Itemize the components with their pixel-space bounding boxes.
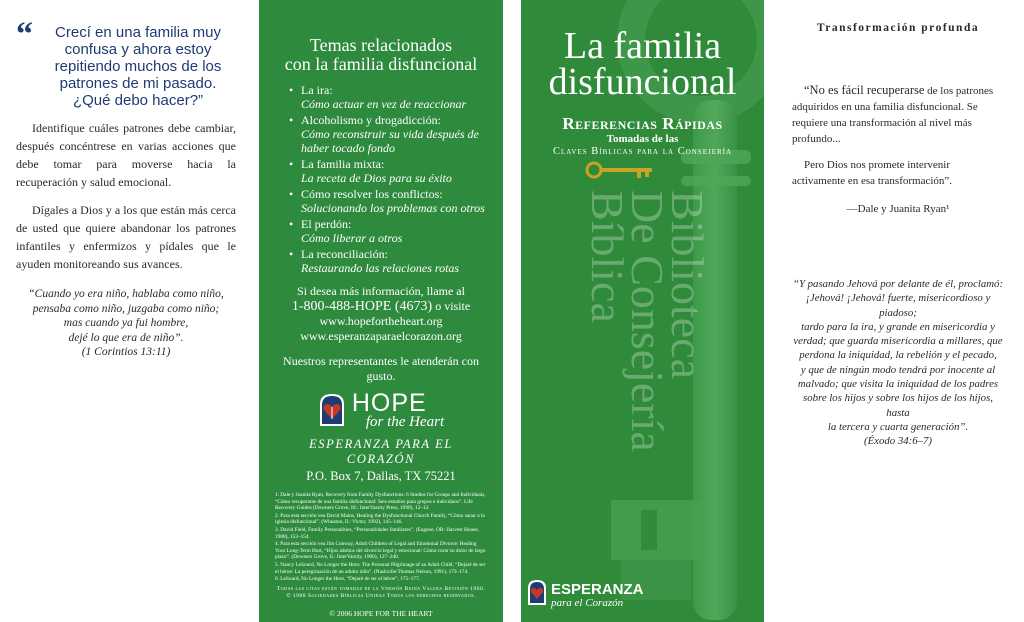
quote-emphasis: “No es fácil recuperarse (804, 83, 925, 97)
verse-line: mas cuando ya fui hombre, (63, 317, 189, 329)
lead-question: Crecí en una familia muy confusa y ahora estoy repitiendo muchos de los patrones de mi pasado. ¿Qué debo hacer?” (54, 24, 222, 109)
panel-cover (521, 0, 764, 622)
topic-title: Alcoholismo y drogadicción: (301, 113, 441, 127)
verse-line: y que de ningún modo tendrá por inocente al (800, 363, 996, 376)
verse-line: sobre los hijos y sobre los hijos de los hijos, hasta (803, 392, 993, 419)
topic-title: Cómo resolver los conflictos: (301, 187, 443, 201)
topic-title: El perdón: (301, 217, 352, 231)
topic-item (289, 247, 487, 275)
topic-subtitle: Cómo actuar en vez de reaccionar (301, 97, 467, 111)
topic-item (289, 83, 487, 111)
contact-info (275, 284, 487, 344)
heading-line: Temas relacionados (309, 35, 453, 55)
heading-line: con la familia disfuncional (284, 54, 478, 74)
cover-subtitle-2: Tomadas de las (606, 133, 679, 145)
topic-item (289, 157, 487, 185)
verse-line: “Y pasando Jehová por delante de él, proclamó: (792, 278, 1004, 290)
watermark-line: De Consejería (622, 190, 673, 452)
phone-number[interactable]: 1-800-488-HOPE (4673) (291, 299, 433, 314)
topic-subtitle: Restaurando las relaciones rotas (301, 261, 460, 275)
verse-line: ¡Jehová! ¡Jehová! fuerte, misericordioso y piadoso; (805, 292, 991, 319)
verse-line: tardo para la ira, y grande en misericordia y (801, 320, 995, 333)
esperanza-logo-icon (527, 579, 547, 610)
hope-logo (275, 389, 487, 431)
cover-subtitle-3: Claves Bíblicas para la Consejería (552, 146, 733, 157)
verse-line: verdad; que guarda misericordia a millares, que (793, 335, 1003, 348)
key-icon (585, 160, 655, 185)
ryan-quote-continued: Pero Dios nos promete intervenir activamente en esa transformación”. (792, 159, 953, 187)
quote-body: de los patrones adquiridos en una familia disfuncional. Se requiere una transformación al nivel más profundo... (792, 85, 994, 145)
topic-title: La reconciliación: (301, 247, 388, 261)
verse-line: malvado; que visita la iniquidad de los padres (797, 378, 999, 391)
cover-title (521, 25, 764, 103)
quote-attribution: —Dale y Juanita Ryan¹ (846, 203, 950, 215)
watermark-line: Biblioteca (662, 190, 713, 380)
cover-subtitle: Referencias Rápidas (562, 114, 723, 133)
verse-reference: (Éxodo 34:6–7) (863, 435, 933, 448)
transformation-heading: Transformación profunda (816, 22, 980, 34)
intro-paragraph-1: Identifique cuáles patrones debe cambiar, después concéntrese en varias acciones que debe tomar para moverse hacia la recuperación y salud emocional. (16, 121, 236, 189)
esperanza-heading: ESPERANZA PARA EL CORAZÓN (309, 437, 453, 466)
reference-item: 5. Nancy LeSourd, No Longer the Hero: The Personal Pilgrimage of an Adult Child, “Dejaré de ser el héroe: La peregrinación de un adulto niño”. (Nashville:Thomas Nelson, 1991), 173–174. (275, 561, 486, 575)
logo-hope-text: HOPE (351, 389, 427, 417)
topic-title: La ira: (301, 83, 333, 97)
verse-line: dejé lo que era de niño”. (68, 331, 184, 344)
corinthians-verse (16, 287, 236, 360)
lead-question-block (16, 16, 236, 109)
bible-version-note: Todas las citas están tomadas de la Versión Reina Valera Revisión 1960. © 1988 Sociedades Bíblicas Unidas Todos los derechos reservados. (276, 585, 486, 599)
topics-list (275, 83, 487, 275)
topic-subtitle: Cómo liberar a otros (301, 231, 403, 245)
open-quote-mark: “ (16, 16, 33, 53)
related-topics-heading (275, 36, 487, 74)
representatives-note: Nuestros representantes le atenderán con gusto. (283, 354, 479, 383)
topic-subtitle: La receta de Dios para su éxito (301, 171, 452, 185)
reference-item: 1. Dale y Juanita Ryan, Recovery from Family Dysfunctions: 6 Studies for Groups and Individuals, “Cómo recuperarse de una familia disfuncional: Seis estudios para grupos e individuos”. Life Recovery Guides (Downers Grove, Ill.: InterVarsity Press, 1990), 12–13. (275, 492, 486, 512)
verse-line: pensaba como niño, juzgaba como niño; (32, 302, 220, 315)
copyright: © 2006 HOPE FOR THE HEART (329, 608, 433, 618)
logo-heart-text: for the Heart (365, 414, 445, 430)
panel-related-topics (259, 0, 503, 622)
references-list (275, 492, 487, 583)
cover-title-line: disfuncional (548, 61, 737, 103)
info-line: Si desea más información, llame al (297, 284, 465, 298)
website-link-hope[interactable]: www.hopefortheheart.org (319, 314, 443, 328)
cover-watermark (582, 190, 713, 452)
verse-line: la tercera y cuarta generación”. (827, 420, 969, 433)
verse-line: perdona la iniquidad, la rebelión y el pecado, (799, 349, 997, 362)
brand-tagline: para el Corazón (551, 596, 624, 609)
watermark-line: Bíblica (582, 190, 633, 323)
hope-heart-logo-icon (318, 392, 346, 431)
reference-item: 4. Para esta sección vea Jim Conway, Adult Children of Legal and Emotional Divorce: Healing Your Long-Term Hurt, “Hijos adultos del divorcio legal y emocional: Cómo curar su dolor de largo plazo”. (Downers Grove, Il.: InterVarsity, 1990), 127–240. (275, 541, 486, 561)
intro-paragraph-2: Dígales a Dios y a los que están más cerca de usted que quiere abandonar los patrones infantiles y enfermizos y pídales que le ayuden monitoreando sus avances. (16, 203, 236, 271)
po-box: P.O. Box 7, Dallas, TX 75221 (306, 469, 456, 483)
topic-item (289, 113, 487, 155)
panel-intro (0, 0, 250, 622)
website-link-esperanza[interactable]: www.esperanzaparaelcorazon.org (300, 329, 462, 343)
reference-item: 6. LeSourd, No Longer the Hero, “Dejaré de ser el héroe”, 175–177. (275, 576, 421, 583)
verse-line: “Cuando yo era niño, hablaba como niño, (28, 288, 224, 300)
topic-item (289, 217, 487, 245)
panel-transformation (780, 0, 1016, 622)
cover-title-line: La familia (563, 25, 722, 67)
exodus-verse (792, 277, 1004, 449)
topic-title: La familia mixta: (301, 157, 385, 171)
verse-reference: (1 Corintios 13:11) (81, 346, 171, 358)
topic-item (289, 187, 487, 215)
phone-suffix: o visite (432, 299, 471, 313)
reference-item: 2. Para esta sección vea David Mains, Healing the Dysfunctional Church Family, “Cómo sanar a la iglesia disfuncional”. (Wheaton, Il.: Victor, 1992), 145–146. (275, 512, 485, 526)
reference-item: 3. David Field, Family Personalities, “Personalidades familiares”. (Eugene, OR: Harvest House, 1988), 153–154. (275, 526, 479, 540)
topic-subtitle: Solucionando los problemas con otros (301, 201, 485, 215)
esperanza-brand (527, 579, 644, 610)
topic-subtitle: Cómo reconstruir su vida después de haber tocado fondo (301, 127, 479, 155)
ryan-quote (792, 82, 1004, 147)
brand-name: ESPERANZA (551, 580, 644, 598)
